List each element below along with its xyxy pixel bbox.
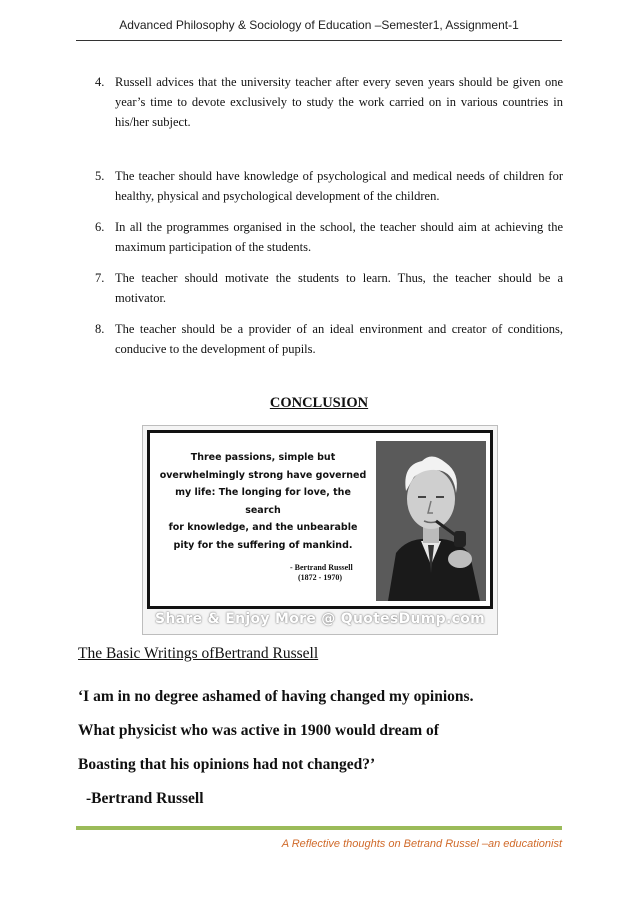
quote-card-author-name: - Bertrand Russell (290, 563, 353, 572)
numbered-list (78, 72, 563, 359)
list-item (78, 319, 563, 359)
quote-card-line: overwhelmingly strong have governed (159, 469, 367, 481)
list-item (78, 166, 563, 206)
quote-card-text (158, 449, 368, 554)
list-item (78, 72, 563, 132)
list-item-number: 8. (95, 322, 105, 336)
footer-rule (76, 826, 562, 830)
list-item-text: The teacher should have knowledge of psychological and medical needs of children for healthy, physical and psychological development of the children. (115, 169, 563, 203)
list-item-text: In all the programmes organised in the school, the teacher should aim at achieving the maximum participation of the students. (115, 220, 563, 254)
quote-card-line: Three passions, simple but (190, 452, 336, 463)
quote-line: Boasting that his opinions had not changed?’ (78, 756, 376, 773)
quote-card-author (290, 563, 353, 583)
list-item-text: Russell advices that the university teacher after every seven years should be given one year’s time to devote exclusively to study the work carried on in various countries in his/her subject. (115, 75, 563, 129)
list-item-text: The teacher should be a provider of an ideal environment and creator of conditions, conducive to the development of pupils. (115, 322, 563, 356)
list-item (78, 268, 563, 308)
page-header: Advanced Philosophy & Sociology of Education –Semester1, Assignment-1 (119, 18, 519, 32)
quote-card-line: my life: The longing for love, the search (175, 487, 351, 516)
quote-signature: -Bertrand Russell (86, 790, 204, 807)
list-item (78, 217, 563, 257)
portrait-photo (376, 441, 486, 601)
book-title: The Basic Writings ofBertrand Russell (78, 645, 319, 662)
quote-line: What physicist who was active in 1900 would dream of (78, 722, 439, 739)
list-item-number: 6. (95, 220, 105, 234)
list-item-number: 4. (95, 75, 105, 89)
closing-quote (78, 680, 598, 816)
watermark-banner: Share & Enjoy More @ QuotesDump.com (154, 611, 486, 627)
quote-card-line: for knowledge, and the unbearable (168, 522, 358, 533)
conclusion-heading: CONCLUSION (269, 395, 369, 411)
quote-card-author-years: (1872 - 1970) (298, 573, 342, 582)
header-rule (76, 40, 562, 41)
quote-card-line: pity for the suffering of mankind. (173, 539, 353, 551)
quote-line: ‘I am in no degree ashamed of having changed my opinions. (78, 688, 474, 705)
quote-image (142, 425, 498, 635)
page-footer: A Reflective thoughts on Betrand Russel –an educationist (281, 838, 562, 850)
quote-card (147, 430, 493, 609)
list-item-number: 5. (95, 169, 105, 183)
list-item-text: The teacher should motivate the students to learn. Thus, the teacher should be a motivator. (115, 271, 563, 305)
list-item-number: 7. (95, 271, 105, 285)
